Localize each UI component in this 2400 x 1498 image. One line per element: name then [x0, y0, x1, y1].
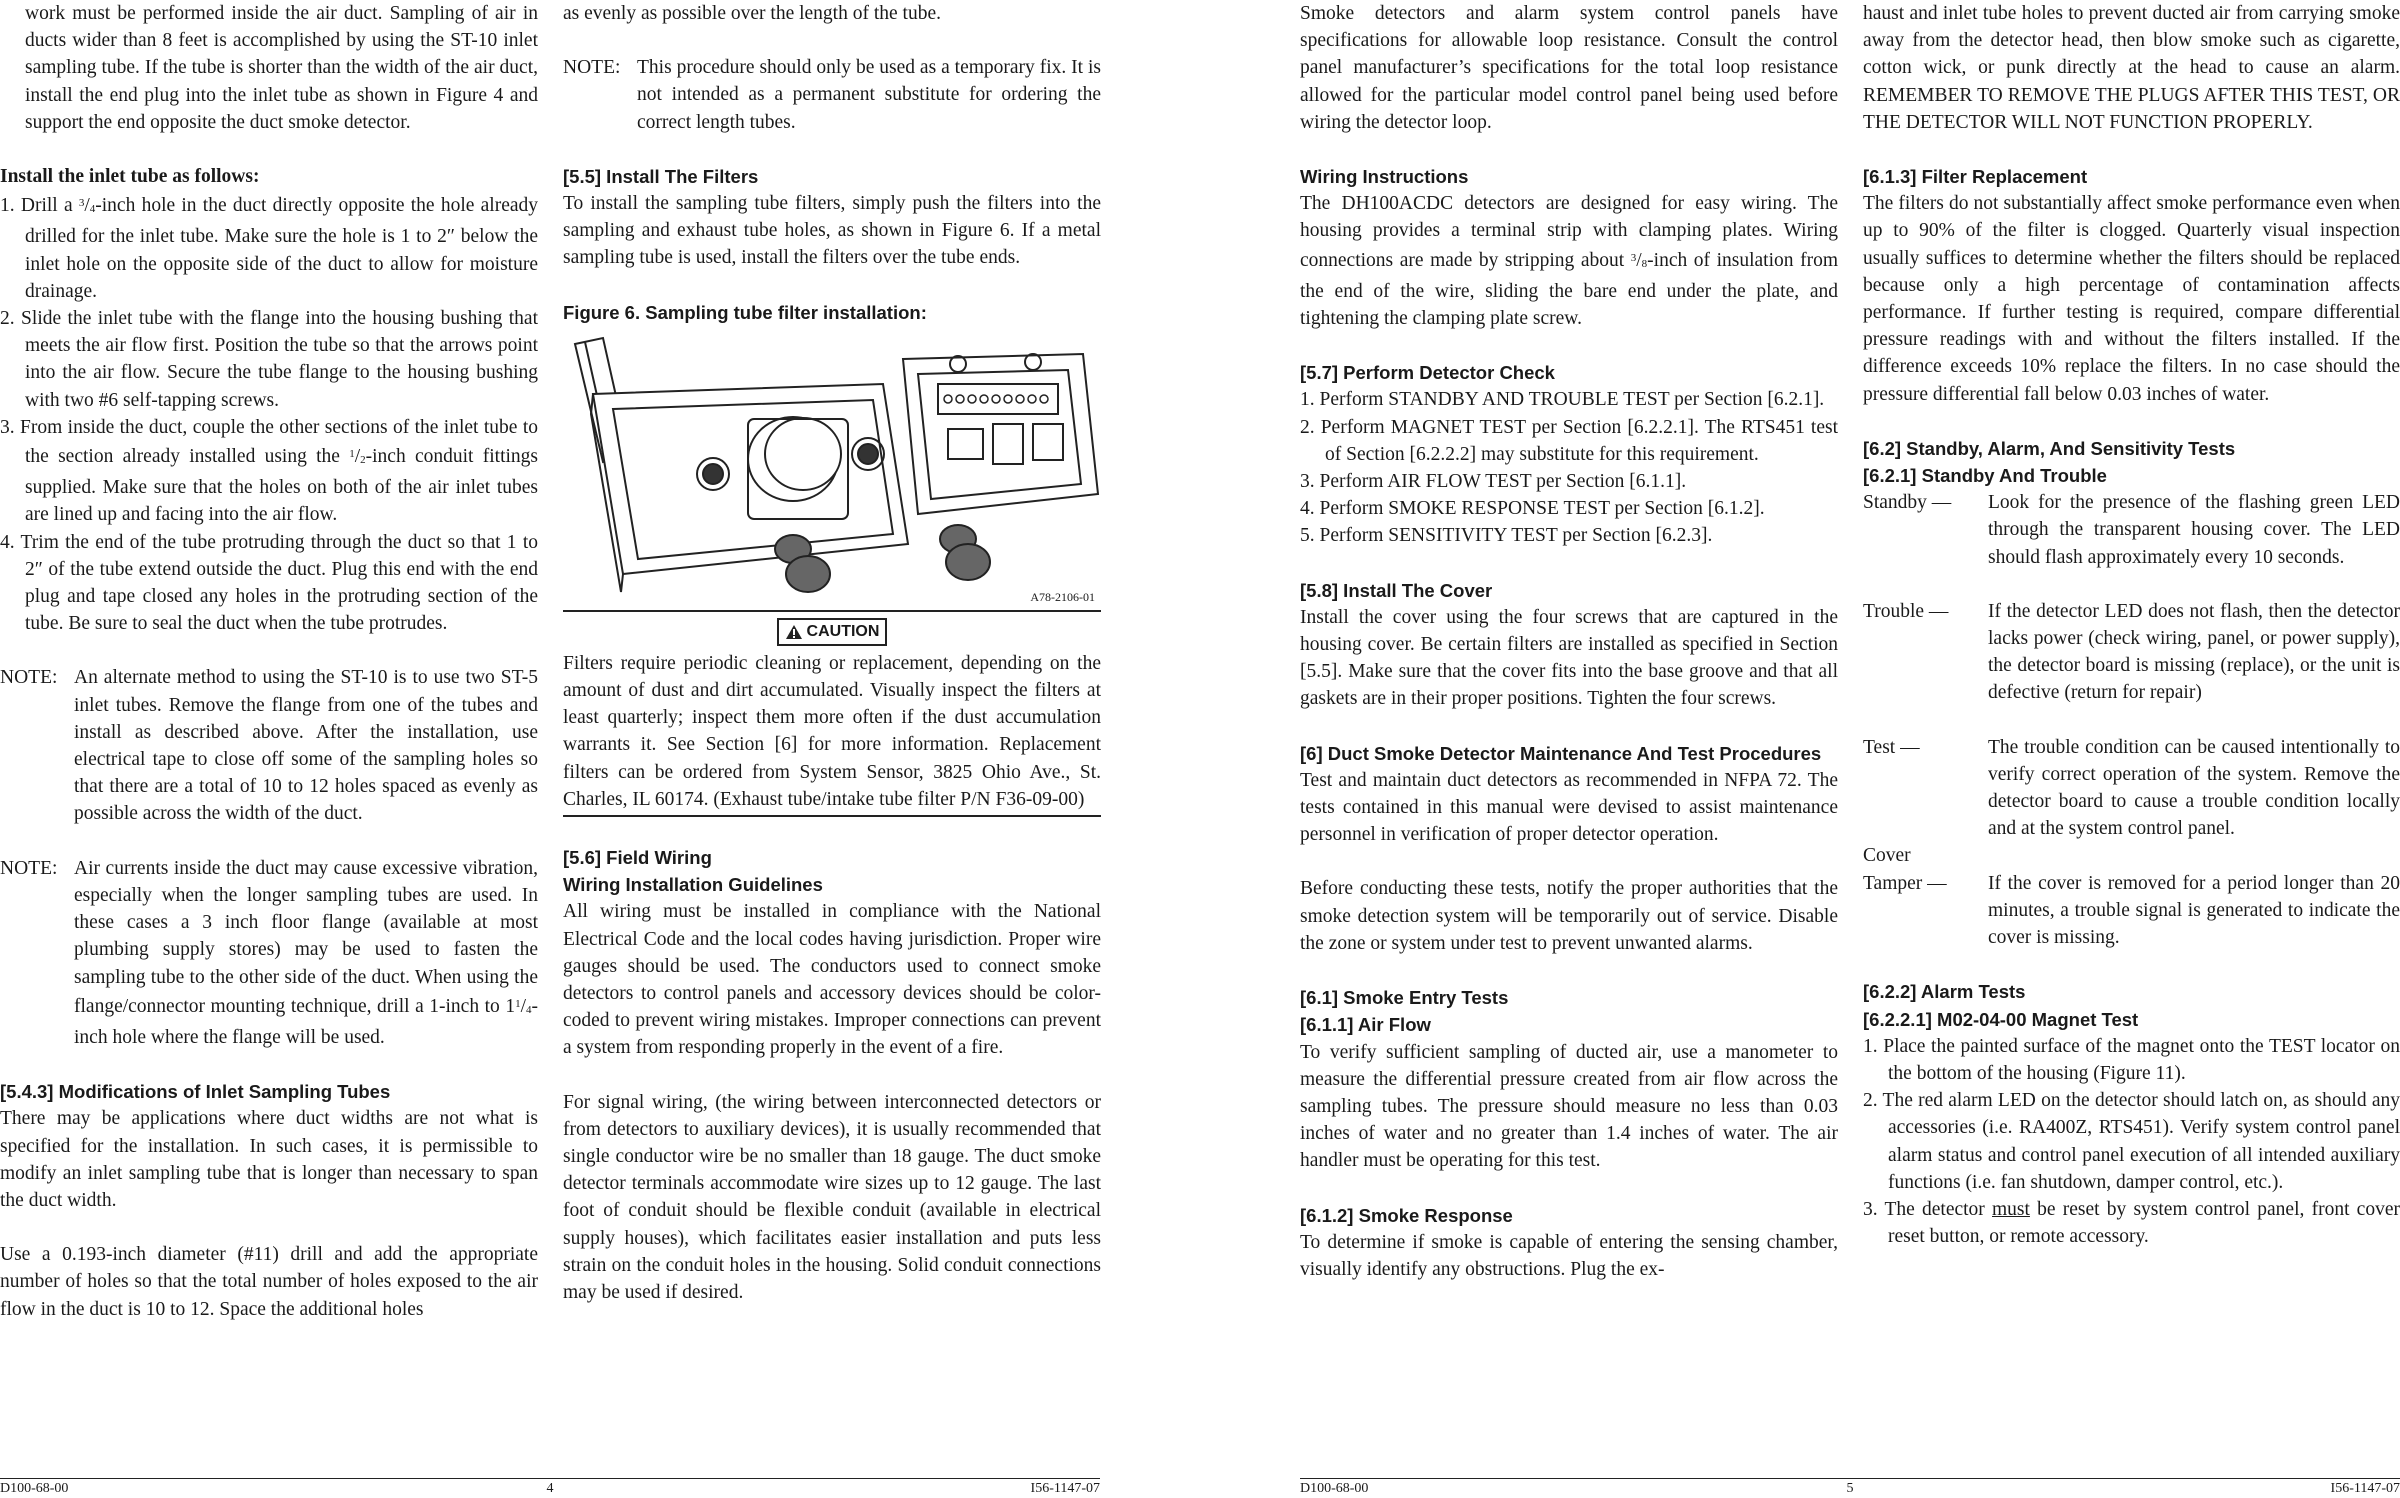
caution-badge: [777, 618, 888, 646]
subsection-heading: [6.1.2] Smoke Response: [1300, 1204, 1513, 1226]
figure-code: A78-2106-01: [1030, 589, 1095, 604]
term-label: Cover: [1863, 845, 1911, 867]
section-heading: [5.5] Install The Filters: [563, 165, 759, 187]
section-heading: [6] Duct Smoke Detector Maintenance And Test Procedures: [1300, 742, 1822, 764]
doc-code: I56-1147-07: [2330, 1481, 2400, 1496]
note-text: An alternate method to using the ST-10 is to use two ST-5 inlet tubes. Remove the flange from one of the tubes and install as described above. After the installation, use electrical tape to close off some of the sampling holes so that there are a total of 10 to 12 holes spaced as evenly as possible across the width of the duct.: [74, 667, 538, 825]
paragraph: To verify sufficient sampling of ducted air, use a manometer to measure the differential pressure created from air flow across the sampling tubes. The pressure should measure no less than 0.03 inches of water and no greater than 1.4 inches of water. The air handler must be operating for this test.: [1300, 1041, 1838, 1172]
left-page-footer: [0, 1478, 1100, 1496]
paragraph: as evenly as possible over the length of the tube.: [563, 3, 941, 24]
page-number: 4: [546, 1481, 554, 1496]
section-heading: [5.8] Install The Cover: [1300, 579, 1493, 601]
section-heading: [5.4.3] Modifications of Inlet Sampling Tubes: [0, 1081, 391, 1103]
warning-triangle-icon: [785, 624, 803, 640]
term-label: Trouble —: [1863, 600, 1949, 622]
note-block: [0, 664, 538, 827]
term-label: Standby —: [1863, 492, 1952, 514]
subsection-heading: Wiring Installation Guidelines: [563, 874, 823, 896]
paragraph: There may be applications where duct widths are not what is specified for the installation. In such cases, it is permissible to modify an inlet sampling tube that is longer than necessary to span the duct width.: [0, 1108, 538, 1211]
term-label: Tamper —: [1863, 872, 1947, 894]
right-page-footer: [1300, 1478, 2400, 1496]
subsection-heading: [6.1.3] Filter Replacement: [1863, 166, 2088, 188]
figure-6-illustration: [563, 334, 1101, 604]
right-page-column-1: [1300, 0, 1838, 1283]
caution-box: [563, 610, 1101, 817]
subsection-heading: [6.2.2.1] M02-04-00 Magnet Test: [1863, 1008, 2139, 1030]
right-page-column-2: [1863, 0, 2400, 1250]
left-page-column-2: [563, 0, 1101, 1306]
paragraph: The DH100ACDC detectors are designed for easy wiring. The housing provides a terminal strip with clamping plates. Wiring connections are made by stripping about $^3/_8$-inch of insulation from the end of the wire, sliding the bare end under the plate, and tightening the clamping plate screw.: [1300, 193, 1838, 330]
term-text: If the cover is removed for a period longer than 20 minutes, a trouble signal is generated to indicate the cover is missing.: [1988, 872, 2400, 949]
section-heading: Wiring Instructions: [1300, 166, 1469, 188]
subsection-heading: [6.2.2] Alarm Tests: [1863, 981, 2026, 1003]
note-label: NOTE:: [0, 857, 58, 879]
paragraph: Use a 0.193-inch diameter (#11) drill and add the appropriate number of holes so that the total number of holes exposed to the air flow in the duct is 10 to 12. Space the additional holes: [0, 1244, 538, 1320]
term-text: If the detector LED does not flash, then the detector lacks power (check wiring, panel, or power supply), the detector board is missing (replace), or the unit is defective (return for repair): [1988, 600, 2400, 704]
list-item: 4. Trim the end of the tube protruding through the duct so that 1 to 2″ of the tube extend outside the duct. Plug this end with the end plug and tape closed any holes in the protruding section of the tube. Be sure to seal the duct when the tube protrudes.: [0, 531, 538, 635]
paragraph: Before conducting these tests, notify the proper authorities that the smoke detection system will be temporarily out of service. Disable the zone or system under test to prevent unwanted alarms.: [1300, 878, 1838, 954]
caution-label: CAUTION: [806, 623, 880, 641]
term-standby: [1863, 489, 2400, 571]
note-block: [563, 54, 1101, 136]
paragraph: haust and inlet tube holes to prevent ducted air from carrying smoke away from the detector head, then blow smoke such as cigarette, cotton wick, or punk directly at the head to cause an alarm. REMEMBER TO REMOVE THE PLUGS AFTER THIS TEST, OR THE DETECTOR WILL NOT FUNCTION PROPERLY.: [1863, 3, 2400, 133]
term-tamper: [1863, 870, 2400, 952]
paragraph: To install the sampling tube filters, simply push the filters into the sampling and exhaust tube holes, as shown in Figure 6. If a metal sampling tube is used, install the filters over the tube ends.: [563, 193, 1101, 269]
page-number: 5: [1846, 1481, 1854, 1496]
paragraph: Smoke detectors and alarm system control panels have specifications for allowable loop resistance. Consult the control panel manufacturer’s specifications for the total loop resistance allowed for the particular model control panel being used before wiring the detector loop.: [1300, 3, 1838, 133]
term-test: [1863, 734, 2400, 843]
doc-number: D100-68-00: [0, 1481, 69, 1496]
paragraph: Install the cover using the four screws that are captured in the housing cover. Be certain filters are installed as specified in Section [5.5]. Make sure that the cover fits into the base groove and that all gaskets are in their proper positions. Tighten the four screws.: [1300, 606, 1838, 710]
list-item: 2. Slide the inlet tube with the flange into the housing bushing that meets the air flow first. Position the tube so that the arrows point into the air flow. Secure the tube flange to the housing bushing with two #6 self-tapping screws.: [0, 308, 538, 411]
paragraph: For signal wiring, (the wiring between interconnected detectors or from detectors to auxiliary devices), it is usually recommended that single conductor wire be no smaller than 18 gauge. The duct smoke detector terminals accommodate wire sizes up to 12 gauge. The last foot of conduit should be flexible conduit (available in electrical supply houses), which facilitates easier installation and puts less strain on the conduit holes in the housing. Solid conduit connections may be used if desired.: [563, 1091, 1101, 1304]
detector-housing-drawing: [563, 334, 1101, 604]
list-item: 1. Drill a $^3/_4$-inch hole in the duct directly opposite the hole already drilled for the inlet tube. Make sure the hole is 1 to 2″ below the inlet hole on the opposite side of the duct to allow for moisture drainage.: [0, 195, 539, 302]
term-trouble: [1863, 598, 2400, 707]
note-block: [0, 855, 538, 1051]
term-text: Look for the presence of the flashing green LED through the transparent housing cover. The LED should flash approximately every 10 seconds.: [1988, 492, 2400, 568]
inlet-heading: Install the inlet tube as follows:: [0, 166, 260, 188]
list-item: 2. Perform MAGNET TEST per Section [6.2.2.1]. The RTS451 test of Section [6.2.2.2] may substitute for this requirement.: [1300, 416, 1838, 465]
note-text: Air currents inside the duct may cause excessive vibration, especially when the longer sampling tubes are used. In these cases a 3 inch floor flange (available at most plumbing supply stores) may be used to fasten the sampling tube to the other side of the duct. When using the flange/connector mounting technique, drill a 1-inch to $1^1/_4$-inch hole where the flange will be used.: [74, 857, 538, 1048]
doc-code: I56-1147-07: [1030, 1481, 1100, 1496]
list-item: 1. Place the painted surface of the magnet onto the TEST locator on the bottom of the housing (Figure 11).: [1863, 1035, 2400, 1084]
list-item: 4. Perform SMOKE RESPONSE TEST per Section [6.1.2].: [1300, 498, 1765, 520]
section-heading: [5.6] Field Wiring: [563, 847, 712, 869]
caution-text: Filters require periodic cleaning or replacement, depending on the amount of dust and dirt accumulated. Visually inspect the filters at least quarterly; inspect them more often if the dust accumulation warrants it. See Section [6] for more information. Replacement filters can be ordered from System Sensor, 3825 Ohio Ave., St. Charles, IL 60174. (Exhaust tube/intake tube filter P/N F36-09-00): [563, 652, 1101, 810]
figure-title: Figure 6. Sampling tube filter installation:: [563, 301, 927, 323]
list-item: 3. Perform AIR FLOW TEST per Section [6.1.1].: [1300, 471, 1687, 493]
subsection-heading: [6.1.1] Air Flow: [1300, 1014, 1431, 1036]
section-heading: [5.7] Perform Detector Check: [1300, 362, 1555, 384]
subsection-heading: [6.2.1] Standby And Trouble: [1863, 465, 2107, 487]
paragraph: The filters do not substantially affect smoke performance even when up to 90% of the filter is clogged. Quarterly visual inspection usually suffices to determine whether the filters should be replaced because only a high percentage of contamination affects performance. If further testing is required, compare differential pressure readings with and without the filters installed. If the difference exceeds 10% replace the filters. In no case should the pressure differential fall below 0.03 inches of water.: [1863, 193, 2400, 405]
note-label: NOTE:: [0, 667, 58, 689]
paragraph: All wiring must be installed in compliance with the National Electrical Code and the local codes having jurisdiction. Proper wire gauges should be used. The conductors used to connect smoke detectors to control panels and accessory devices should be color-coded to prevent wiring mistakes. Improper connections can prevent a system from responding properly in the event of a fire.: [563, 901, 1101, 1059]
list-item: 2. The red alarm LED on the detector should latch on, as should any accessories (i.e. RA400Z, RTS451). Verify system control panel alarm status and control panel execution of all intended auxiliary functions (i.e. fan shutdown, damper control, etc.).: [1863, 1090, 2400, 1193]
section-heading: [6.2] Standby, Alarm, And Sensitivity Tests: [1863, 437, 2236, 459]
section-heading: [6.1] Smoke Entry Tests: [1300, 987, 1509, 1009]
left-page-column-1: [0, 0, 538, 1323]
term-text: The trouble condition can be caused intentionally to verify correct operation of the system. Remove the detector board to cause a trouble condition locally and at the system control panel.: [1988, 736, 2400, 840]
paragraph: work must be performed inside the air duct. Sampling of air in ducts wider than 8 feet is accomplished by using the ST-10 inlet sampling tube. If the tube is shorter than the width of the air duct, install the end plug into the inlet tube as shown in Figure 4 and support the end opposite the duct smoke detector.: [25, 3, 538, 133]
term-label: Test —: [1863, 736, 1920, 758]
list-item: 5. Perform SENSITIVITY TEST per Section [6.2.3].: [1300, 525, 1713, 547]
note-label: NOTE:: [563, 57, 621, 79]
paragraph: To determine if smoke is capable of entering the sensing chamber, visually identify any obstructions. Plug the ex-: [1300, 1231, 1838, 1280]
list-item: 3. The detector must be reset by system control panel, front cover reset button, or remote accessory.: [1863, 1198, 2400, 1248]
paragraph: Test and maintain duct detectors as recommended in NFPA 72. The tests contained in this manual were devised to assist maintenance personnel in verification of proper detector operation.: [1300, 769, 1838, 846]
list-item: 3. From inside the duct, couple the other sections of the inlet tube to the section already installed using the $^1/_2$-inch conduit fittings supplied. Make sure that the holes on both of the air inlet tubes are lined up and facing into the air flow.: [0, 416, 538, 526]
note-text: This procedure should only be used as a temporary fix. It is not intended as a permanent substitute for ordering the correct length tubes.: [637, 57, 1101, 133]
doc-number: D100-68-00: [1300, 1481, 1369, 1496]
list-item: 1. Perform STANDBY AND TROUBLE TEST per Section [6.2.1].: [1300, 389, 1825, 411]
